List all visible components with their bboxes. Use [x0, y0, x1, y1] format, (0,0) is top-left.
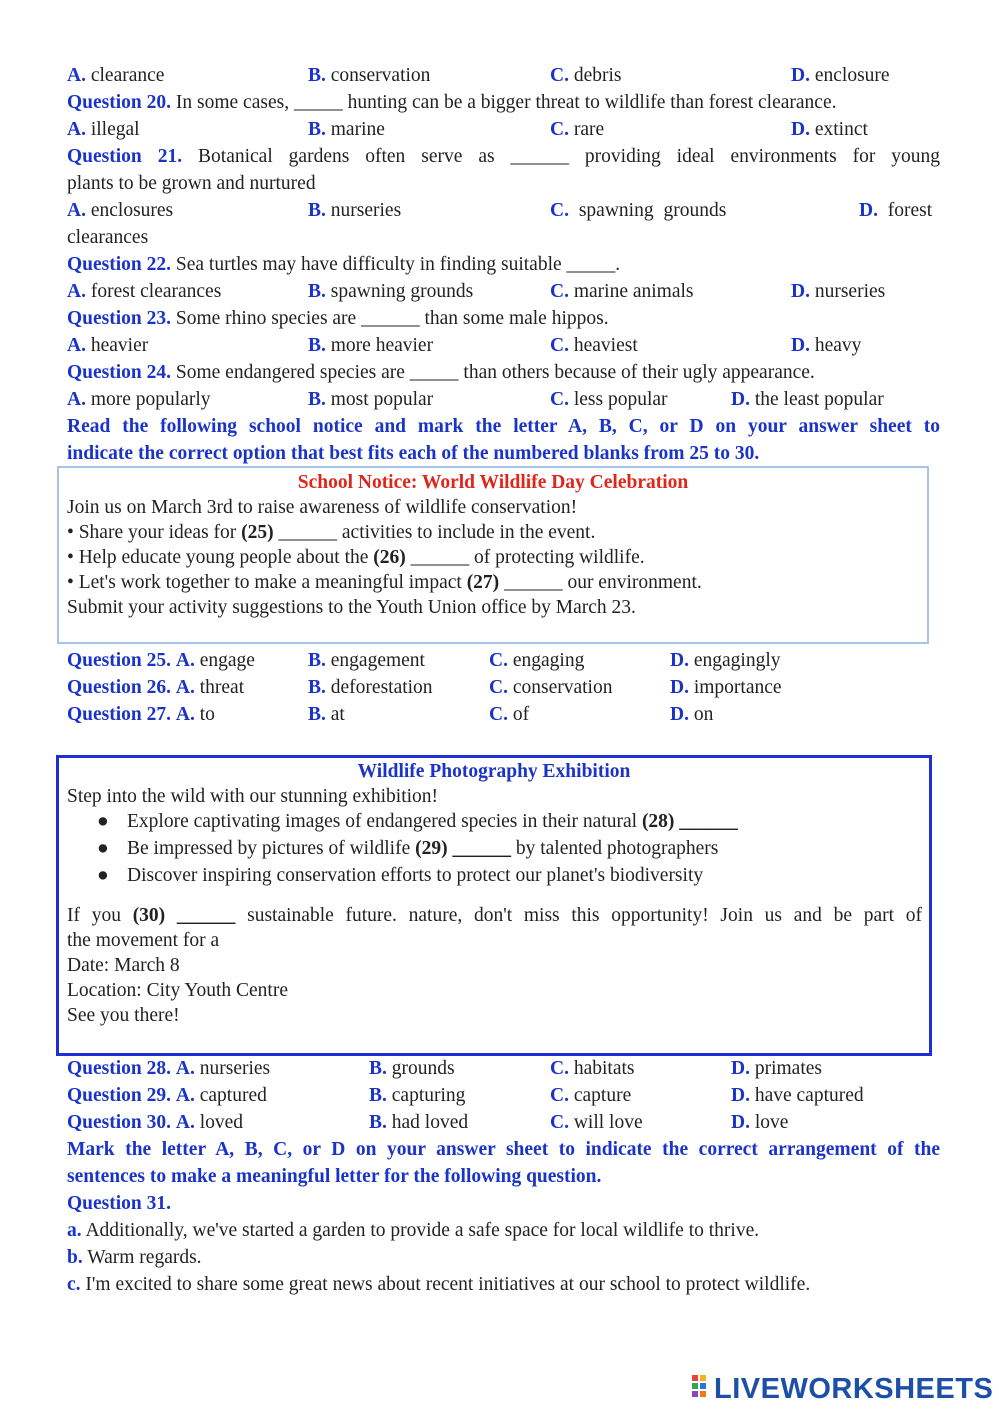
q24-option-d[interactable]: D. the least popular: [731, 389, 884, 410]
q19-option-a[interactable]: A. clearance: [67, 65, 165, 86]
q21-stem-cont: plants to be grown and nurtured: [67, 173, 316, 194]
q21-option-a[interactable]: A. enclosures: [67, 200, 174, 221]
q31-item-b: b. Warm regards.: [67, 1247, 202, 1268]
q28-option-a[interactable]: Question 28. A. nurseries: [67, 1058, 271, 1079]
q25-option-b[interactable]: B. engagement: [308, 650, 425, 671]
q20-option-d[interactable]: D. extinct: [791, 119, 868, 140]
q26-option-d[interactable]: D. importance: [670, 677, 782, 698]
q29-option-b[interactable]: B. capturing: [369, 1085, 466, 1106]
q30-option-d[interactable]: D. love: [731, 1112, 789, 1133]
notice-bullet-26: • Help educate young people about the (26) ______ of protecting wildlife.: [67, 547, 645, 568]
liveworksheets-wordmark: LIVEWORKSHEETS: [714, 1372, 994, 1405]
liveworksheets-logo[interactable]: [692, 1372, 993, 1406]
q27-option-b[interactable]: B. at: [308, 704, 345, 725]
bullet-icon: ●: [97, 811, 109, 832]
liveworksheets-logo-icon: [692, 1374, 714, 1404]
notice-intro: Join us on March 3rd to raise awareness of wildlife conservation!: [67, 497, 578, 518]
q30-option-b[interactable]: B. had loved: [369, 1112, 469, 1133]
q23-option-c[interactable]: C. heaviest: [550, 335, 638, 356]
q26-option-b[interactable]: B. deforestation: [308, 677, 433, 698]
q19-option-c[interactable]: C. debris: [550, 65, 622, 86]
exhibition-intro: Step into the wild with our stunning exhibition!: [67, 786, 439, 807]
q24-option-b[interactable]: B. most popular: [308, 389, 434, 410]
q22-option-c[interactable]: C. marine animals: [550, 281, 694, 302]
instruction-arrangement-line1: Mark the letter A, B, C, or D on your answer sheet to indicate the correct arrangement of the: [67, 1139, 940, 1160]
q31-item-c: c. I'm excited to share some great news about recent initiatives at our school to protect wildlife.: [67, 1274, 811, 1295]
instruction-arrangement-line2: sentences to make a meaningful letter for the following question.: [67, 1166, 602, 1187]
q23-stem: Question 23. Some rhino species are ______ than some male hippos.: [67, 308, 609, 329]
q22-option-a[interactable]: A. forest clearances: [67, 281, 222, 302]
q20-option-c[interactable]: C. rare: [550, 119, 605, 140]
instruction-notice-line2: indicate the correct option that best fits each of the numbered blanks from 25 to 30.: [67, 443, 760, 464]
exhibition-bullet-28: Explore captivating images of endangered species in their natural (28) ______: [127, 811, 738, 832]
q25-option-c[interactable]: C. engaging: [489, 650, 585, 671]
q30-option-a[interactable]: Question 30. A. loved: [67, 1112, 244, 1133]
exhibition-closing: See you there!: [67, 1005, 180, 1026]
q25-option-a[interactable]: Question 25. A. engage: [67, 650, 255, 671]
instruction-notice-line1: Read the following school notice and mark the letter A, B, C, or D on your answer sheet to: [67, 416, 940, 437]
q28-option-b[interactable]: B. grounds: [369, 1058, 455, 1079]
q21-option-d-cont: clearances: [67, 227, 149, 248]
q20-stem: Question 20. In some cases, _____ hunting can be a bigger threat to wildlife than forest clearance.: [67, 92, 837, 113]
q24-option-c[interactable]: C. less popular: [550, 389, 668, 410]
bullet-icon: ●: [97, 865, 109, 886]
q27-option-c[interactable]: C. of: [489, 704, 530, 725]
q26-option-c[interactable]: C. conservation: [489, 677, 613, 698]
exhibition-bullet-3: Discover inspiring conservation efforts to protect our planet's biodiversity: [127, 865, 704, 886]
q20-option-a[interactable]: A. illegal: [67, 119, 140, 140]
exhibition-bullet-29: Be impressed by pictures of wildlife (29) ______ by talented photographers: [127, 838, 719, 859]
q21-stem: Question 21. Botanical gardens often serve as ______ providing ideal environments for young: [67, 146, 941, 167]
q24-option-a[interactable]: A. more popularly: [67, 389, 211, 410]
q21-option-d[interactable]: D. forest: [859, 200, 933, 221]
q29-option-d[interactable]: D. have captured: [731, 1085, 864, 1106]
exhibition-date: Date: March 8: [67, 955, 180, 976]
q22-option-d[interactable]: D. nurseries: [791, 281, 886, 302]
q23-option-d[interactable]: D. heavy: [791, 335, 862, 356]
exhibition-paragraph-cont: the movement for a: [67, 930, 220, 951]
q22-stem: Question 22. Sea turtles may have difficulty in finding suitable _____.: [67, 254, 621, 275]
q29-option-c[interactable]: C. capture: [550, 1085, 632, 1106]
bullet-icon: ●: [97, 838, 109, 859]
q31-item-a: a. Additionally, we've started a garden to provide a safe space for local wildlife to thrive.: [67, 1220, 760, 1241]
q29-option-a[interactable]: Question 29. A. captured: [67, 1085, 267, 1106]
q20-option-b[interactable]: B. marine: [308, 119, 385, 140]
q23-option-b[interactable]: B. more heavier: [308, 335, 434, 356]
q25-option-d[interactable]: D. engagingly: [670, 650, 781, 671]
q30-option-c[interactable]: C. will love: [550, 1112, 643, 1133]
q31-label: Question 31.: [67, 1193, 172, 1214]
q28-option-d[interactable]: D. primates: [731, 1058, 822, 1079]
q21-option-b[interactable]: B. nurseries: [308, 200, 402, 221]
q28-option-c[interactable]: C. habitats: [550, 1058, 635, 1079]
notice-bullet-25: • Share your ideas for (25) ______ activities to include in the event.: [67, 522, 596, 543]
q24-stem: Question 24. Some endangered species are _____ than others because of their ugly appearance.: [67, 362, 815, 383]
q19-option-d[interactable]: D. enclosure: [791, 65, 890, 86]
notice-outro: Submit your activity suggestions to the Youth Union office by March 23.: [67, 597, 636, 618]
q19-option-b[interactable]: B. conservation: [308, 65, 431, 86]
notice-title: School Notice: World Wildlife Day Celebration: [297, 472, 689, 493]
exhibition-paragraph-30: If you (30) ______ sustainable future. nature, don't miss this opportunity! Join us and be part of: [67, 905, 922, 926]
q21-option-c[interactable]: C. spawning grounds: [550, 200, 727, 221]
q27-option-a[interactable]: Question 27. A. to: [67, 704, 215, 725]
q23-option-a[interactable]: A. heavier: [67, 335, 149, 356]
q26-option-a[interactable]: Question 26. A. threat: [67, 677, 245, 698]
notice-bullet-27: • Let's work together to make a meaningful impact (27) ______ our environment.: [67, 572, 702, 593]
q27-option-d[interactable]: D. on: [670, 704, 714, 725]
exhibition-location: Location: City Youth Centre: [67, 980, 288, 1001]
q22-option-b[interactable]: B. spawning grounds: [308, 281, 474, 302]
exhibition-title: Wildlife Photography Exhibition: [357, 761, 631, 782]
